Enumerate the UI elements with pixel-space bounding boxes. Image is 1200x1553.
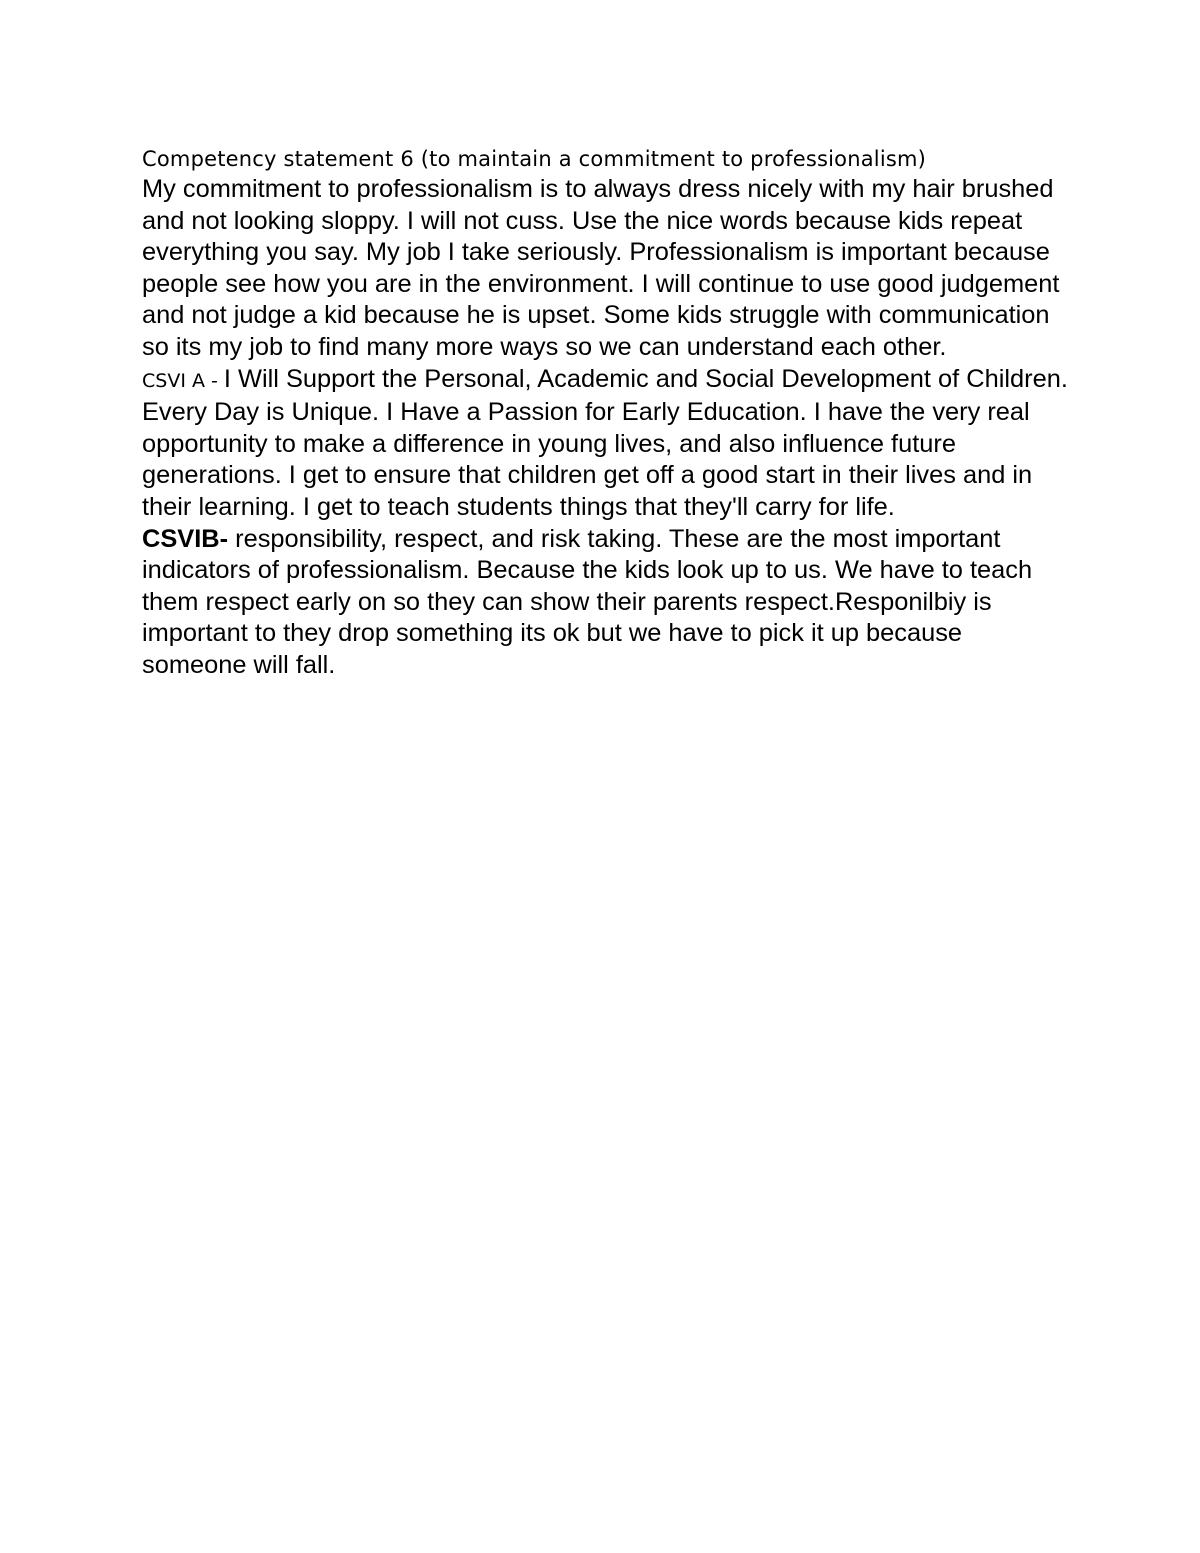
document-body — [142, 144, 1072, 682]
csvib-paragraph — [142, 524, 1072, 682]
commitment-paragraph: My commitment to professionalism is to always dress nicely with my hair brushed and not looking sloppy. I will not cuss. Use the nice words because kids repeat everything you say. My job I take seriously. Professionalism is important because people see how you are in the environment. I will continue to use good judgement and not judge a kid because he is upset. Some kids struggle with communication so its my job to find many more ways so we can understand each other. — [142, 175, 1060, 361]
csvib-text: responsibility, respect, and risk taking. These are the most important indicators of professionalism. Because the kids look up to us. We have to teach them respect early on so they can show their parents respect.Responilbiy is important to they drop something its ok but we have to pick it up because someone will fall. — [142, 524, 1033, 679]
csvi-a-text: I Will Support the Personal, Academic and Social Development of Children. Every Day is Unique. I Have a Passion for Early Education. I have the very real opportunity to make a difference in young lives, and also influence future generations. I get to ensure that children get off a good start in their lives and in their learning. I get to teach students things that they'll carry for life. — [142, 364, 1068, 521]
competency-heading: Competency statement 6 (to maintain a commitment to professionalism) — [142, 147, 927, 171]
csvi-a-paragraph — [142, 364, 1072, 524]
csvi-a-label: CSVI A — [142, 369, 205, 392]
csvi-a-separator: - — [204, 369, 224, 392]
csvib-label: CSVIB- — [142, 524, 229, 553]
